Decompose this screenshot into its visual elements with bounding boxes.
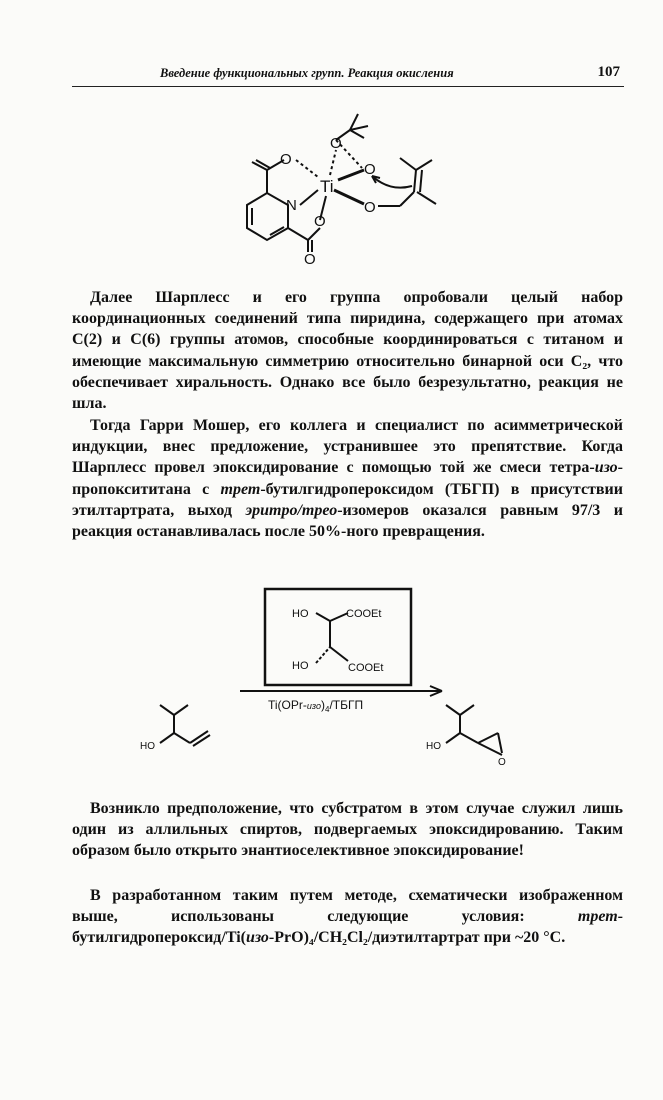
p4-iso: изо [245, 929, 269, 947]
p2-tert: трет [220, 480, 261, 498]
tartrate-ho-bottom: HO [292, 660, 309, 672]
p2-part-c: -бутилгидропероксидом (ТБГП) в присутствии этилтартрата, выход [72, 480, 623, 519]
epoxidation-scheme [130, 583, 530, 773]
tartrate-ho-top: HO [292, 608, 309, 620]
tartrate-cooet-top: COOEt [346, 608, 382, 620]
p2-part-d: -изомеров оказался равным 97/3 и реакция останавливалась после 50%-ного превращения. [72, 501, 623, 541]
p2-part-a: Тогда Гарри Мошер, его коллега и специалист по асимметрической индукции, внес предложение, устранившее это препятствие. Когда Шарплесс провел эпоксидирование с помощью той же смеси тетра- [72, 417, 623, 477]
p4-tert: трет [577, 908, 618, 926]
paragraph-2 [72, 415, 623, 542]
complex-o-top: O [280, 151, 292, 168]
header-title: Введение функциональных групп. Реакция окисления [160, 66, 454, 80]
complex-o-allyl: O [364, 199, 376, 216]
reaction-conditions: $Ti(OPr-изо)_4$/ТБГП [268, 698, 364, 714]
complex-o-carbonyl: O [304, 251, 316, 268]
p2-iso: изо [594, 459, 618, 477]
paragraph-1 [72, 287, 623, 414]
complex-o-peroxide: O [364, 161, 376, 178]
tartrate-cooet-bottom: COOEt [348, 662, 384, 674]
complex-n: N [286, 197, 297, 214]
p4-part-b: -бутилгидропероксид/Ti( [72, 908, 623, 947]
p2-erythro: эритро/трео [245, 501, 338, 519]
p2-part-b: -пропоксититана с [72, 459, 623, 498]
paragraph-1-text: Далее Шарплесс и его группа опробовали целый набор координационных соединений типа пиридина, содержащего при атомах С(2) и С(6) группы атомов, способные координироваться с титаном и имеющие максимальную симметрию относительно бинарной оси С₂, что обеспечивает хиральность. Однако все было безрезультатно, реакция не шла. [72, 289, 623, 413]
epoxide-o: O [498, 757, 506, 768]
paragraph-4 [72, 885, 623, 949]
complex-ti: Ti [320, 177, 334, 196]
paragraph-3 [72, 798, 623, 862]
titanium-complex-figure [230, 100, 470, 270]
tartrate-box [265, 589, 411, 685]
p4-part-a: В разработанном таким путем методе, схематически изображенном выше, использованы следующие условия: [72, 887, 623, 926]
running-header [72, 66, 624, 87]
complex-o-tbu: O [330, 135, 342, 152]
product-oh: HO [426, 741, 441, 752]
page-number: 107 [597, 64, 620, 80]
paragraph-3-text: Возникло предположение, что субстратом в этом случае служил лишь один из аллильных спиртов, подвергаемых эпоксидированию. Таким образом было открыто энантиоселективное эпоксидирование! [72, 800, 623, 860]
substrate-oh: HO [140, 741, 155, 752]
complex-o-carboxyl: O [314, 213, 326, 230]
p4-part-c: -PrO)₄/CH₂Cl₂/диэтилтартрат при ~20 °C. [268, 929, 566, 947]
